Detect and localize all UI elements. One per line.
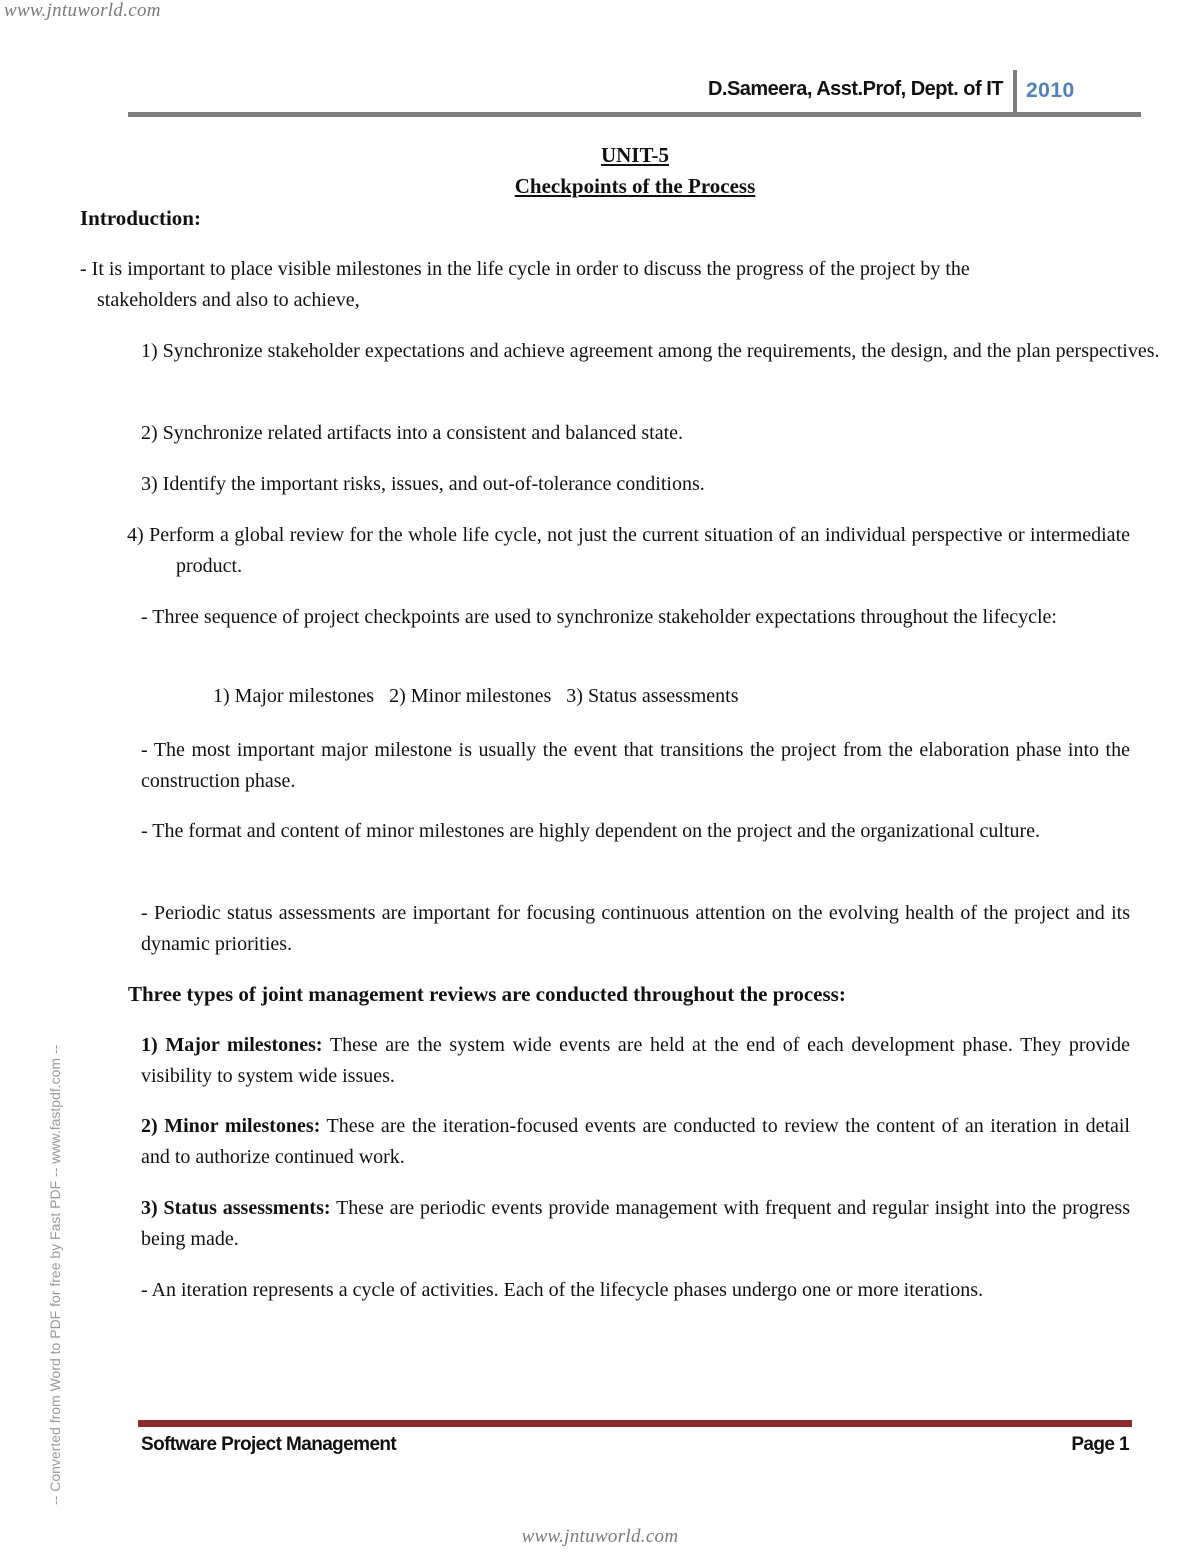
header-separator xyxy=(1013,70,1017,116)
goal-item-4: 4) Perform a global review for the whole life cycle, not just the current situation of an individual perspective or intermediate product. xyxy=(127,524,1130,577)
goal-item-3: 3) Identify the important risks, issues, and out-of-tolerance conditions. xyxy=(141,473,705,495)
note-major-milestone: - The most important major milestone is usually the event that transitions the project from the elaboration phase into the construction phase. xyxy=(141,739,1130,792)
review-major-label: 1) Major milestones: xyxy=(141,1034,323,1056)
note-minor-milestone: - The format and content of minor milestones are highly dependent on the project and the organizational culture. xyxy=(141,820,1040,842)
reviews-heading: Three types of joint management reviews are conducted throughout the process: xyxy=(128,982,846,1006)
review-major xyxy=(141,1030,1130,1092)
header-author: D.Sameera, Asst.Prof, Dept. of IT xyxy=(707,78,1003,100)
bottom-watermark: www.jntuworld.com xyxy=(521,1526,679,1547)
page-title: Checkpoints of the Process xyxy=(514,174,756,198)
iteration-note: - An iteration represents a cycle of activities. Each of the lifecycle phases undergo one or more iterations. xyxy=(141,1279,984,1301)
review-minor-text: These are the iteration-focused events are conducted to review the content of an iteration in detail and to authorize continued work. xyxy=(141,1115,1130,1168)
header-rule xyxy=(128,112,1141,117)
goal-item-1: 1) Synchronize stakeholder expectations and achieve agreement among the requirements, the design, and the plan perspectives. xyxy=(141,340,1160,362)
intro-paragraph xyxy=(80,254,1130,316)
footer-subject: Software Project Management xyxy=(141,1434,397,1455)
header-year: 2010 xyxy=(1026,79,1075,102)
unit-title: UNIT-5 xyxy=(600,143,670,167)
top-watermark: www.jntuworld.com xyxy=(4,0,161,21)
review-status xyxy=(141,1193,1130,1255)
review-status-text: These are periodic events provide management with frequent and regular insight into the progress being made. xyxy=(141,1197,1130,1250)
review-status-label: 3) Status assessments: xyxy=(141,1197,331,1219)
review-major-text: These are the system wide events are held at the end of each development phase. They provide visibility to system wide issues. xyxy=(141,1034,1130,1087)
goal-item-2: 2) Synchronize related artifacts into a consistent and balanced state. xyxy=(141,422,684,444)
intro-line-1: - It is important to place visible milestones in the life cycle in order to discuss the progress of the project by the xyxy=(80,258,970,280)
page-number: Page 1 xyxy=(1071,1434,1129,1455)
sequence-intro: - Three sequence of project checkpoints are used to synchronize stakeholder expectations throughout the lifecycle: xyxy=(141,606,1057,628)
review-minor-label: 2) Minor milestones: xyxy=(141,1115,321,1137)
intro-line-2: stakeholders and also to achieve, xyxy=(97,289,360,311)
footer-rule xyxy=(138,1420,1132,1427)
review-minor xyxy=(141,1111,1130,1173)
note-status-assessment: - Periodic status assessments are important for focusing continuous attention on the evolving health of the project and its dynamic priorities. xyxy=(141,902,1130,955)
sequence-list: 1) Major milestones 2) Minor milestones 3) Status assessments xyxy=(213,685,739,707)
intro-heading: Introduction: xyxy=(80,206,201,230)
side-watermark: -- Converted from Word to PDF for free by Fast PDF -- www.fastpdf.com -- xyxy=(47,1044,63,1505)
